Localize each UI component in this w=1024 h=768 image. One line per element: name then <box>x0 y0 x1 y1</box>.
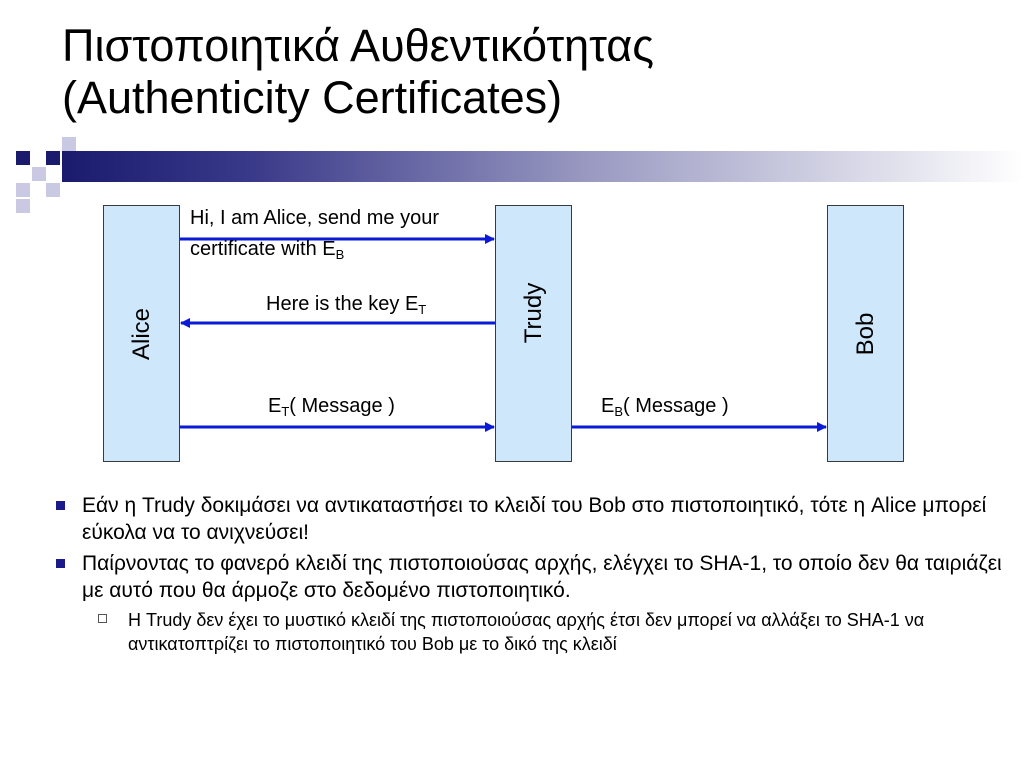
bullet-list <box>44 492 1019 656</box>
bullet-item <box>44 550 1019 604</box>
square-bullet-icon <box>56 559 65 568</box>
message-1-line-2: certificate with $E_B$ <box>190 238 345 262</box>
bullet-text: Παίρνοντας το φανερό κλειδί της πιστοποιούσας αρχής, ελέγχει το SHA-1, το οποίο δεν θα ταιριάζει με αυτό που θα άρμοζε στο δεδομένο πιστοποιητικό. <box>82 552 1002 602</box>
bullet-item <box>44 492 1019 546</box>
title-line-greek: Πιστοποιητικά Αυθεντικότητας <box>62 20 654 71</box>
trudy-label: Trudy <box>519 282 547 344</box>
message-3-label: $E_T$( Message ) <box>268 395 395 419</box>
sub-bullet-item <box>44 608 1019 656</box>
alice-label: Alice <box>127 307 155 360</box>
title-line-english: (Authenticity Certificates) <box>62 72 563 123</box>
sub-bullet-text: Η Trudy δεν έχει το μυστικό κλειδί της πιστοποιούσας αρχής έτσι δεν μπορεί να αλλάξει το SHA-1 να αντικατοπτρίζει το πιστοποιητικό του Bob με το δικό της κλειδί <box>128 610 925 654</box>
bullet-text: Εάν η Trudy δοκιμάσει να αντικαταστήσει το κλειδί του Bob στο πιστοποιητικό, τότε η Alice μπορεί εύκολα να το ανιχνεύσει! <box>82 494 987 544</box>
square-bullet-icon <box>56 501 65 510</box>
hollow-square-bullet-icon <box>98 614 107 623</box>
message-2-label: Here is the key $E_T$ <box>266 293 427 317</box>
bob-label: Bob <box>851 312 879 355</box>
message-1-line-1: Hi, I am Alice, send me your <box>190 207 439 229</box>
message-4-label: $E_B$( Message ) <box>601 395 729 419</box>
